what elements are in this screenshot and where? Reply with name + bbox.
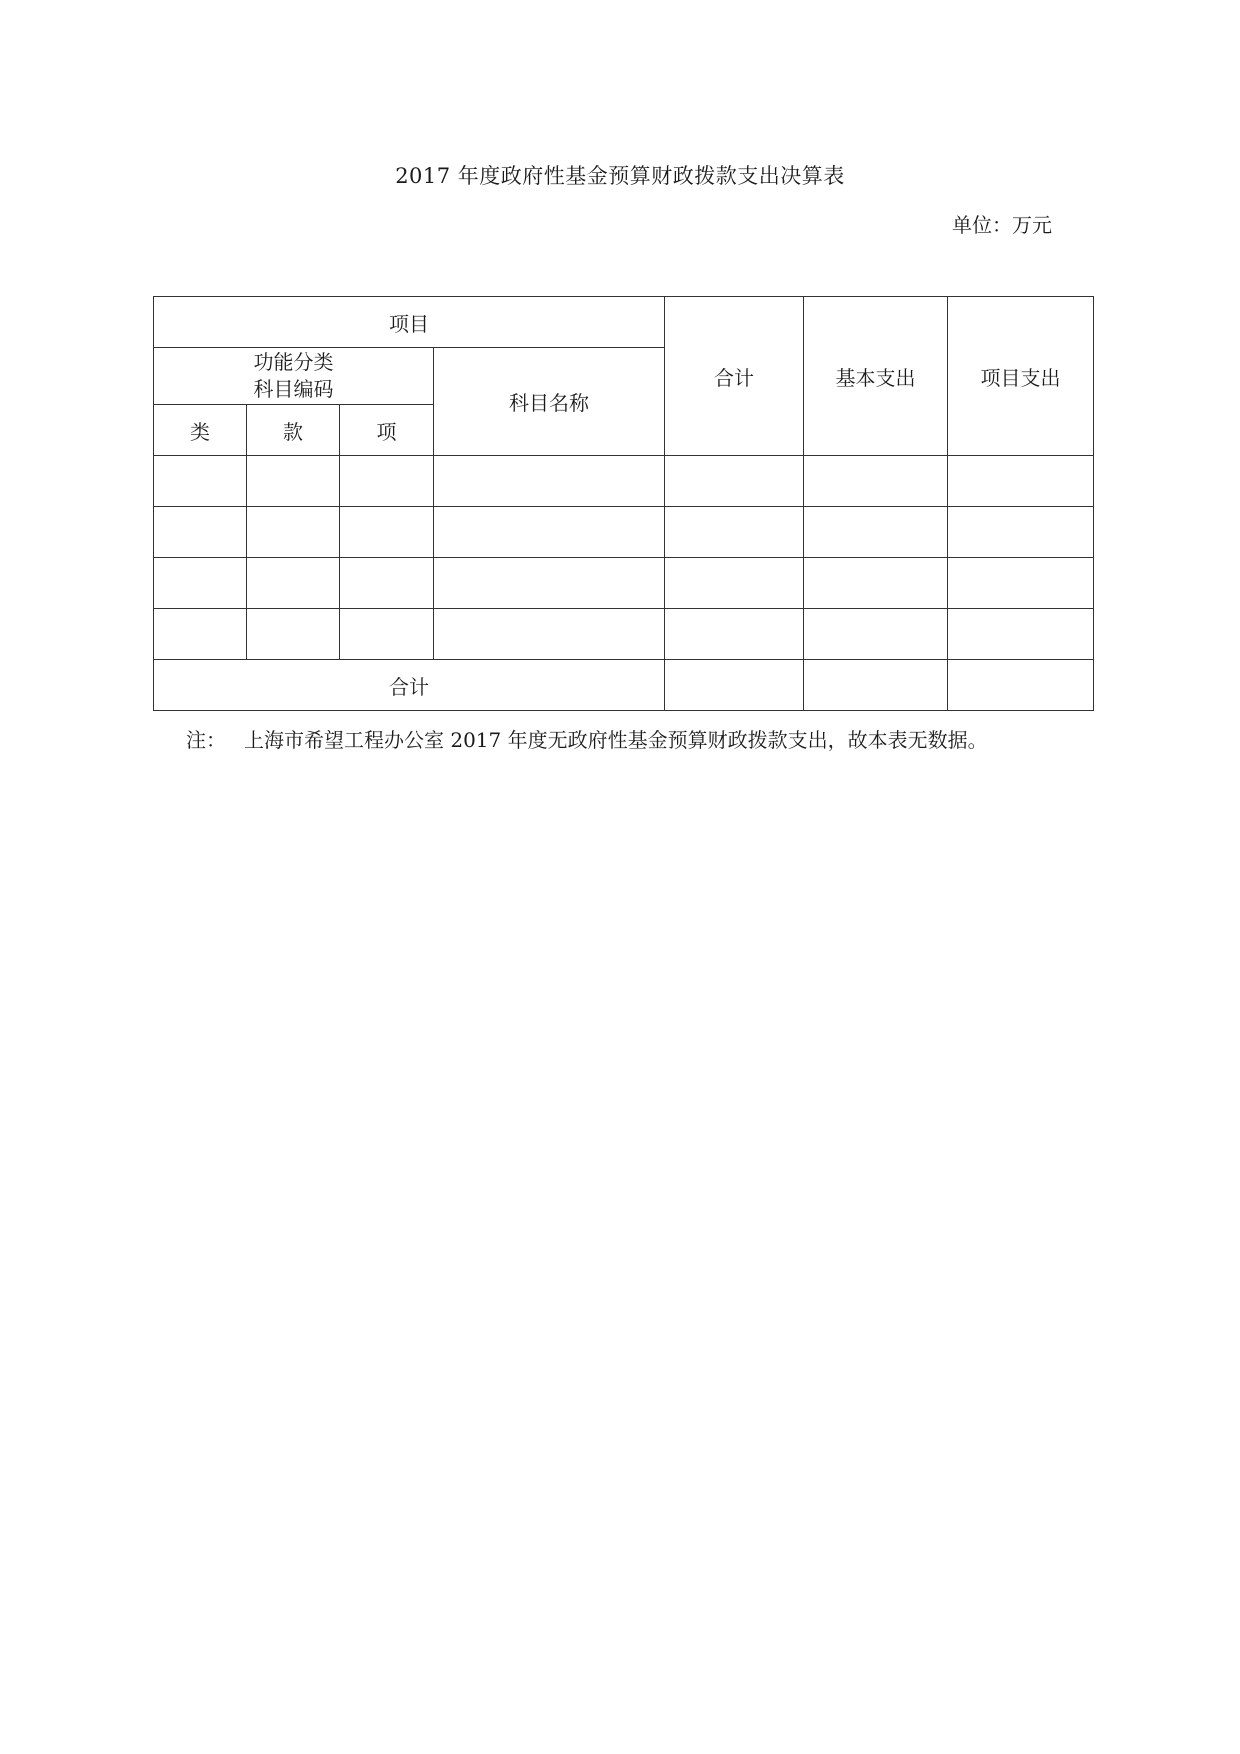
header-function-code xyxy=(154,348,434,405)
cell-class xyxy=(154,456,247,507)
header-subject-name: 科目名称 xyxy=(434,348,665,456)
table-row xyxy=(154,456,1094,507)
cell-basic-expense xyxy=(804,609,948,660)
cell-basic-expense xyxy=(804,456,948,507)
header-function-code-line1: 功能分类 xyxy=(253,350,334,374)
document-title: 2017 年度政府性基金预算财政拨款支出决算表 xyxy=(395,164,845,188)
cell-item xyxy=(340,558,434,609)
cell-item xyxy=(340,456,434,507)
cell-section xyxy=(247,507,340,558)
unit-label: 单位：万元 xyxy=(952,213,1052,237)
cell-section xyxy=(247,456,340,507)
budget-table xyxy=(153,296,1094,711)
cell-class xyxy=(154,609,247,660)
header-item: 项 xyxy=(340,405,434,456)
footnote-label: 注： xyxy=(186,728,226,752)
total-label: 合计 xyxy=(154,660,665,711)
cell-project-expense xyxy=(948,558,1094,609)
cell-subject-name xyxy=(434,558,665,609)
cell-total xyxy=(665,558,804,609)
cell-basic-expense xyxy=(804,558,948,609)
total-value-project xyxy=(948,660,1094,711)
cell-section xyxy=(247,609,340,660)
table-row xyxy=(154,558,1094,609)
cell-subject-name xyxy=(434,456,665,507)
cell-project-expense xyxy=(948,507,1094,558)
cell-total xyxy=(665,507,804,558)
cell-basic-expense xyxy=(804,507,948,558)
header-section: 款 xyxy=(247,405,340,456)
table-row xyxy=(154,507,1094,558)
cell-class xyxy=(154,558,247,609)
cell-item xyxy=(340,609,434,660)
table-row xyxy=(154,609,1094,660)
cell-class xyxy=(154,507,247,558)
header-basic-expense: 基本支出 xyxy=(804,297,948,456)
cell-item xyxy=(340,507,434,558)
cell-project-expense xyxy=(948,456,1094,507)
footnote-text: 上海市希望工程办公室 2017 年度无政府性基金预算财政拨款支出，故本表无数据。 xyxy=(244,728,988,752)
cell-total xyxy=(665,609,804,660)
cell-subject-name xyxy=(434,507,665,558)
cell-project-expense xyxy=(948,609,1094,660)
footnote xyxy=(186,724,988,753)
total-value-total xyxy=(665,660,804,711)
total-row xyxy=(154,660,1094,711)
header-function-code-line2: 科目编码 xyxy=(253,377,334,401)
cell-total xyxy=(665,456,804,507)
header-total: 合计 xyxy=(665,297,804,456)
header-project-expense: 项目支出 xyxy=(948,297,1094,456)
header-row-project xyxy=(154,297,1094,348)
cell-subject-name xyxy=(434,609,665,660)
cell-section xyxy=(247,558,340,609)
total-value-basic xyxy=(804,660,948,711)
header-class: 类 xyxy=(154,405,247,456)
header-project: 项目 xyxy=(154,297,665,348)
